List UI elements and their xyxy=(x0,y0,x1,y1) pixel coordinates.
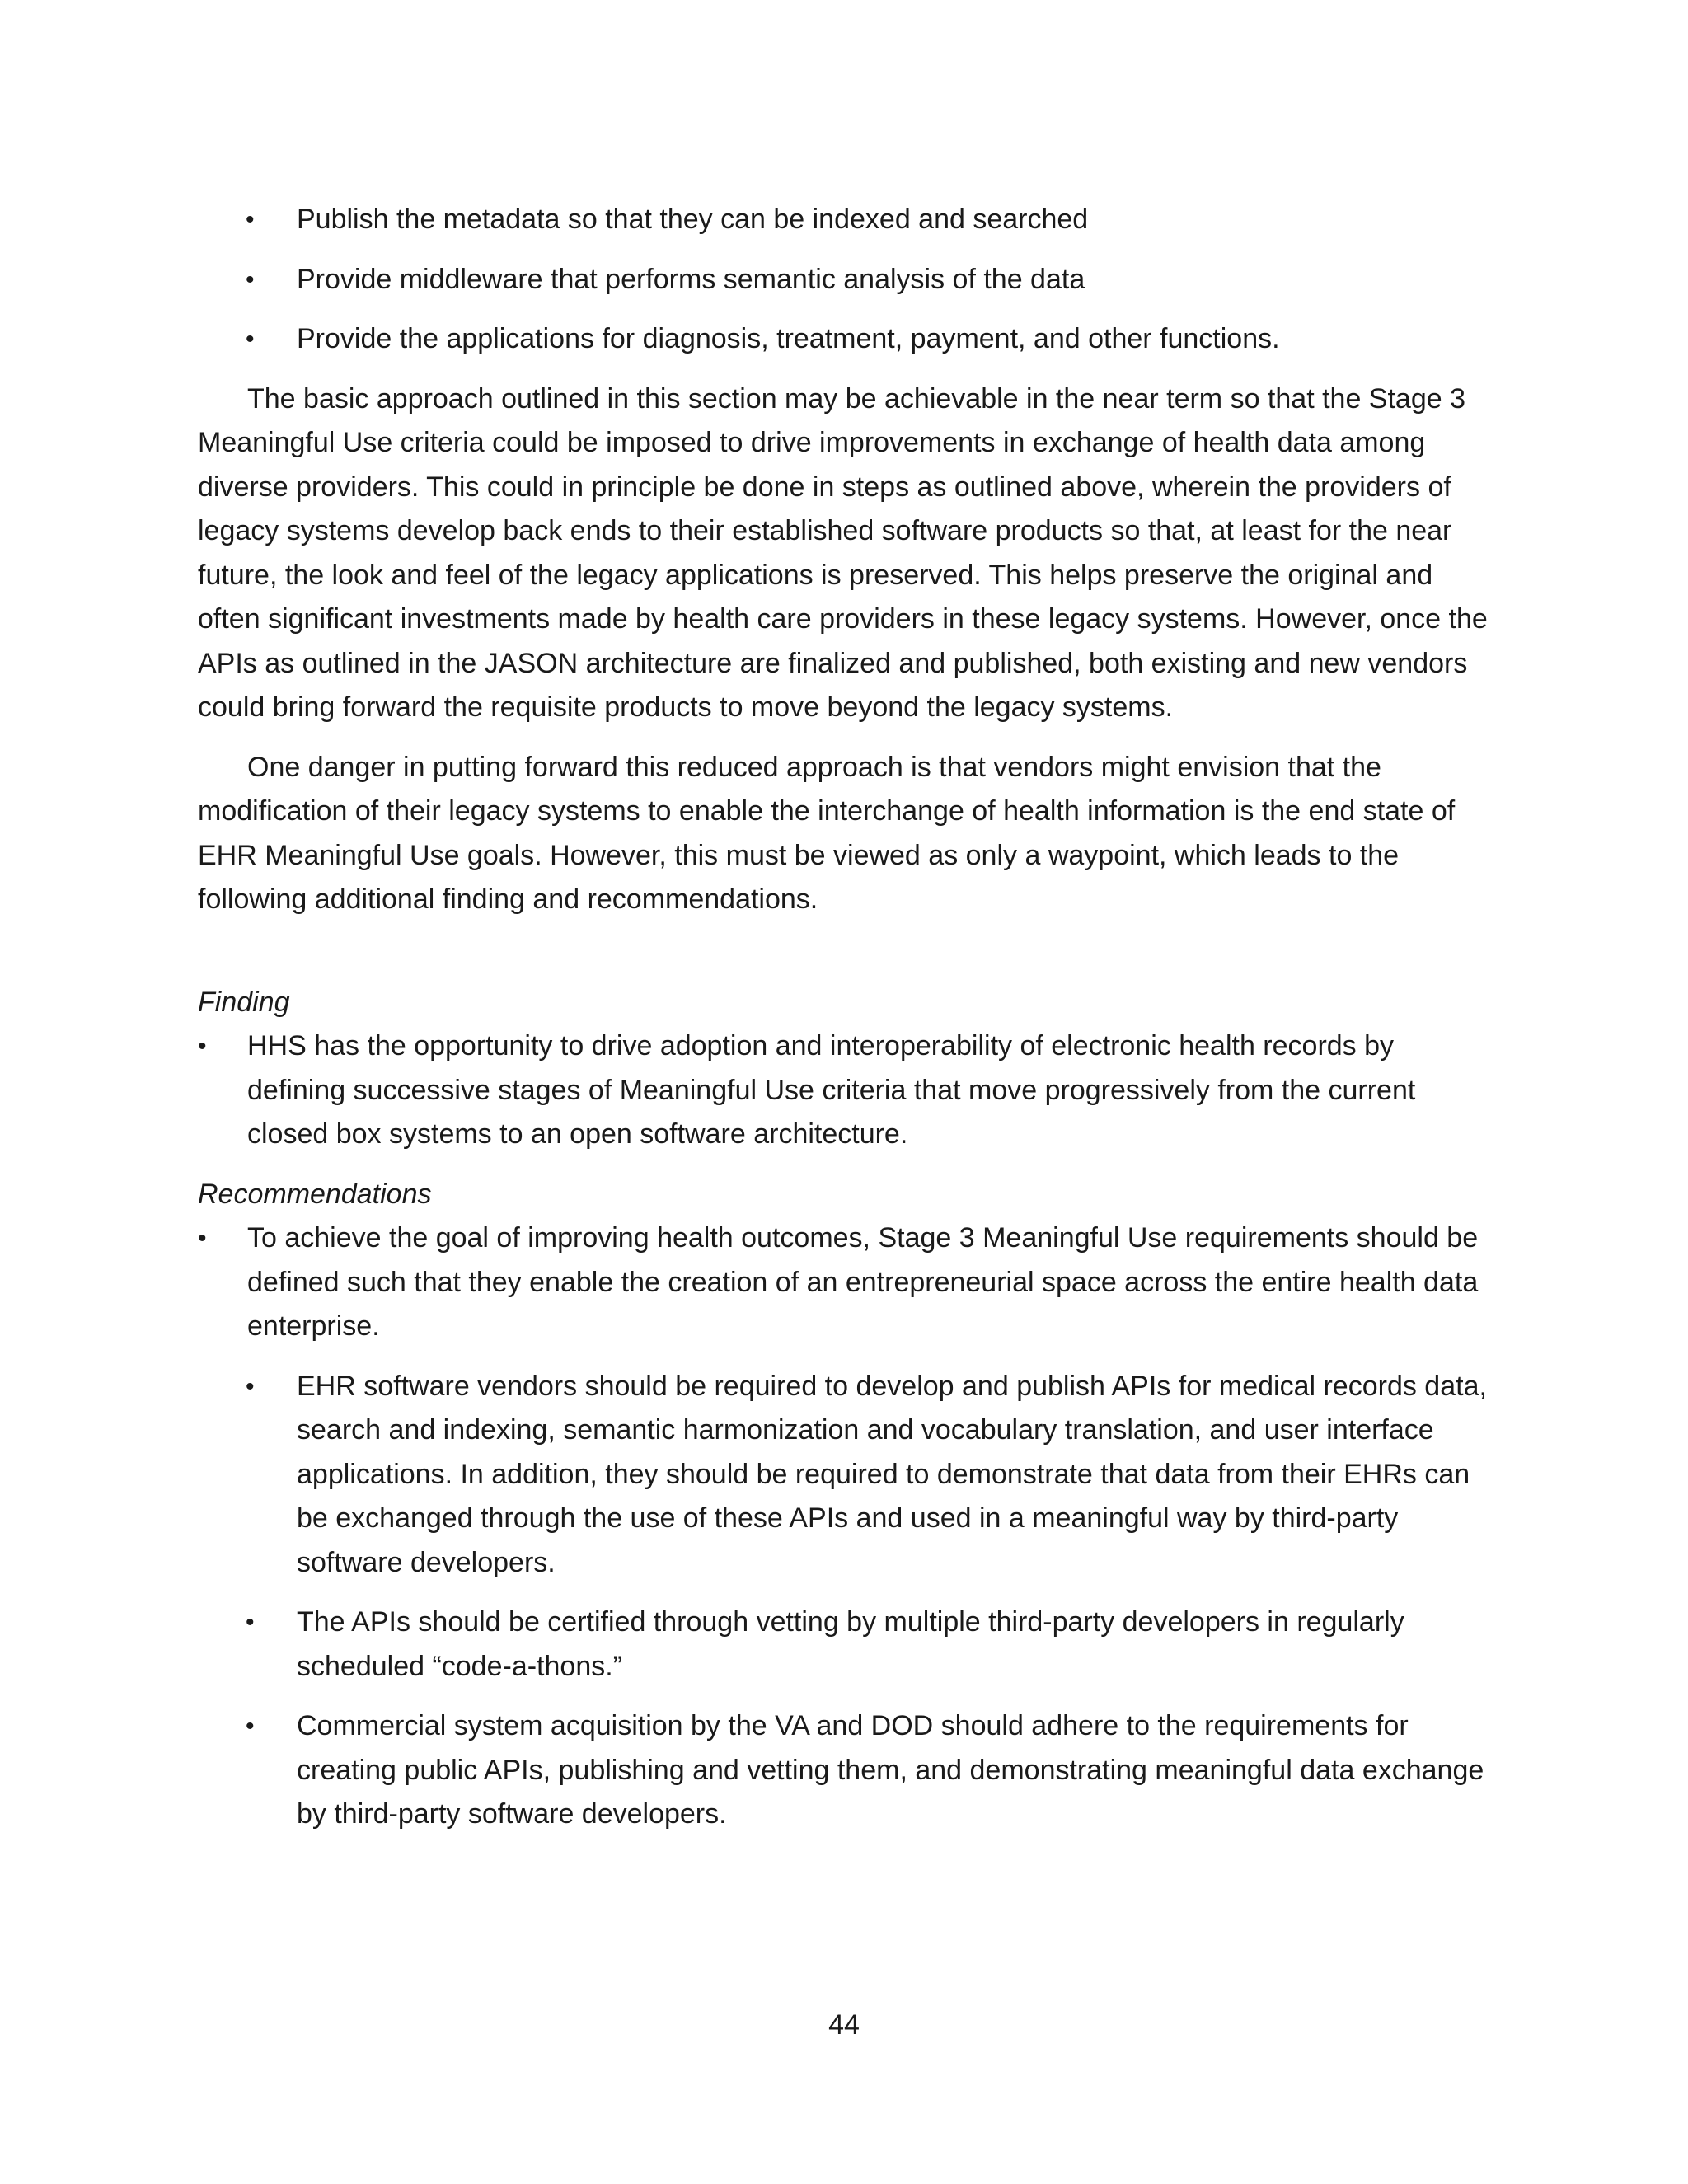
list-item xyxy=(198,258,1497,302)
bullet-icon: • xyxy=(246,1609,255,1636)
list-item xyxy=(198,317,1497,362)
list-item-text: Commercial system acquisition by the VA and DOD should adhere to the requirements for creating public APIs, publishing and vetting them, and demonstrating meaningful data exchange by third-party software developers. xyxy=(297,1710,1484,1830)
list-item-text: Provide middleware that performs semantic analysis of the data xyxy=(297,263,1085,295)
bullet-icon: • xyxy=(246,1372,255,1400)
list-item xyxy=(198,1704,1497,1837)
list-item-text: EHR software vendors should be required to develop and publish APIs for medical records data, search and indexing, semantic harmonization and vocabulary translation, and user interface applications. In addition, they should be required to demonstrate that data from their EHRs can be exchanged through the use of these APIs and used in a meaningful way by third-party software developers. xyxy=(297,1370,1487,1578)
spacer xyxy=(198,938,1497,981)
recommendations-list xyxy=(198,1216,1497,1349)
bullet-icon: • xyxy=(246,206,255,233)
bullet-icon: • xyxy=(246,1713,255,1740)
list-item-text: Provide the applications for diagnosis, treatment, payment, and other functions. xyxy=(297,323,1280,354)
paragraph-basic-approach: The basic approach outlined in this section may be achievable in the near term so that the Stage 3 Meaningful Use criteria could be imposed to drive improvements in exchange of health data among diverse providers. This could in principle be done in steps as outlined above, wherein the providers of legacy systems develop back ends to their established software products so that, at least for the near future, the look and feel of the legacy applications is preserved. This helps preserve the original and often significant investments made by health care providers in these legacy systems. However, once the APIs as outlined in the JASON architecture are finalized and published, both existing and new vendors could bring forward the requisite products to move beyond the legacy systems. xyxy=(198,382,1488,723)
top-bullet-list xyxy=(198,198,1497,362)
list-item xyxy=(198,1365,1497,1586)
list-item-text: Publish the metadata so that they can be indexed and searched xyxy=(297,204,1089,235)
page-number: 44 xyxy=(828,2009,860,2041)
document-page xyxy=(198,198,1497,1853)
recommendations-heading: Recommendations xyxy=(198,1178,432,1210)
list-item xyxy=(198,198,1497,242)
list-item xyxy=(198,1216,1497,1349)
list-item xyxy=(198,1024,1497,1157)
list-item xyxy=(198,1601,1497,1689)
paragraph-one-danger: One danger in putting forward this reduced approach is that vendors might envision that the modification of their legacy systems to enable the interchange of health information is the end state of EHR Meaningful Use goals. However, this must be viewed as only a waypoint, which leads to the following additional finding and recommendations. xyxy=(198,751,1456,915)
list-item-text: The APIs should be certified through vetting by multiple third-party developers in regularly scheduled “code-a-thons.” xyxy=(297,1606,1404,1682)
bullet-icon: • xyxy=(246,265,255,293)
finding-list xyxy=(198,1024,1497,1157)
bullet-icon: • xyxy=(246,326,255,353)
bullet-icon: • xyxy=(198,1225,207,1252)
recommendations-sub-list xyxy=(198,1365,1497,1837)
bullet-icon: • xyxy=(198,1033,207,1060)
list-item-text: HHS has the opportunity to drive adoption and interoperability of electronic health records by defining successive stages of Meaningful Use criteria that move progressively from the current closed box systems to an open software architecture. xyxy=(247,1030,1416,1150)
list-item-text: To achieve the goal of improving health outcomes, Stage 3 Meaningful Use requirements should be defined such that they enable the creation of an entrepreneurial space across the entire health data enterprise. xyxy=(247,1222,1479,1342)
finding-heading: Finding xyxy=(198,986,290,1018)
